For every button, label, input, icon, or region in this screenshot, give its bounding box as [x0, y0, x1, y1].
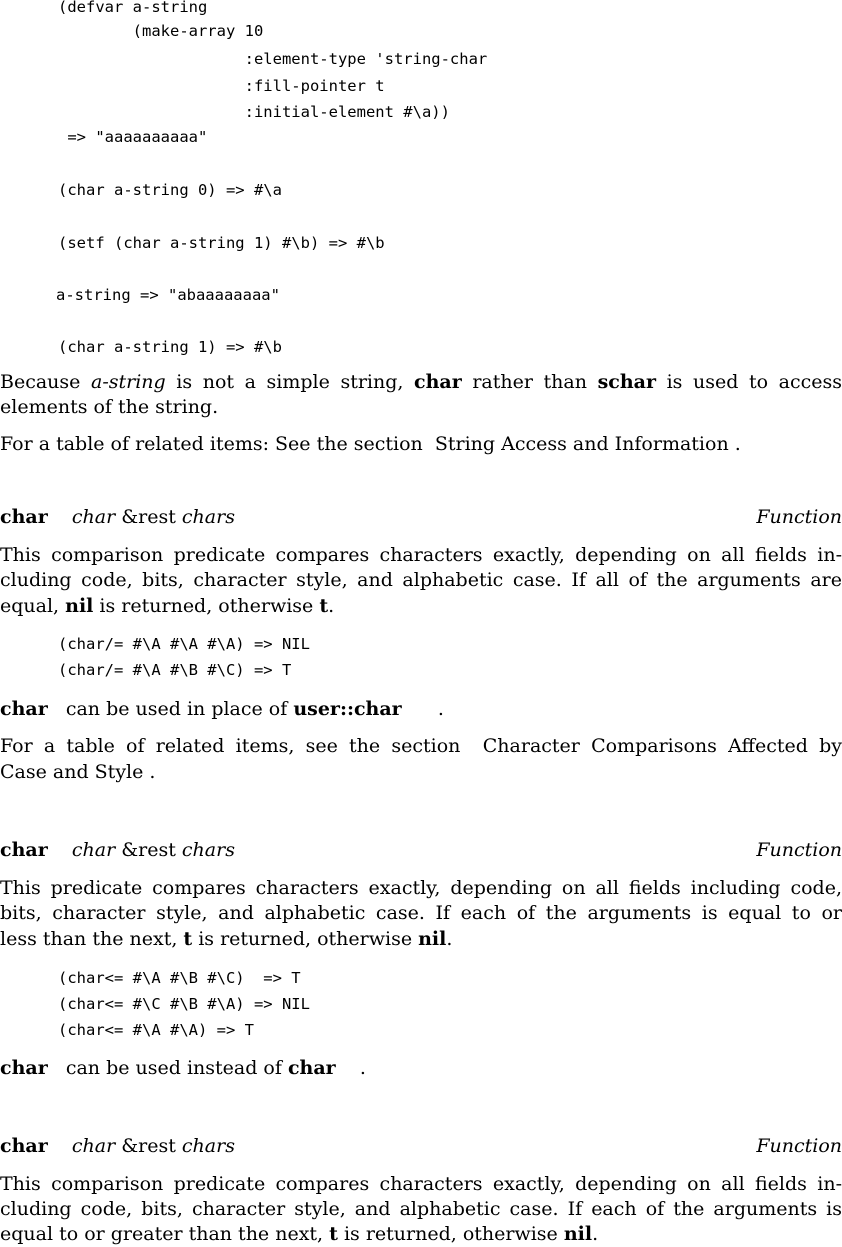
- entry-type: Function: [756, 506, 842, 528]
- code-line: (char/= #\A #\A #\A) => NIL: [58, 635, 310, 653]
- description: This comparison predicate compares characters exactly, depending on all fields in-: [0, 1173, 842, 1195]
- code-line: (make-array 10: [58, 22, 264, 40]
- code-line: (char<= #\A #\B #\C) => T: [58, 969, 301, 987]
- code-line: :fill-pointer t: [58, 77, 385, 95]
- code-line: (char/= #\A #\B #\C) => T: [58, 661, 292, 679]
- description: cluding code, bits, character style, and alphabetic case. If all of the arguments are: [0, 569, 842, 591]
- description: This comparison predicate compares characters exactly, depending on all fields in-: [0, 544, 842, 566]
- related-items-text: Case and Style .: [0, 761, 156, 783]
- related-items-text: For a table of related items, see the section Character Comparisons Affected by: [0, 735, 842, 757]
- lambda-keyword: &rest: [121, 506, 176, 528]
- description: bits, character style, and alphabetic case. If each of the arguments is equal to or: [0, 902, 842, 924]
- code-line: :element-type 'string-char: [58, 50, 488, 68]
- code-line: (char a-string 0) => #\a: [58, 181, 282, 199]
- function-name: char: [0, 1135, 48, 1157]
- entry-type: Function: [756, 839, 842, 861]
- function-name: char: [0, 839, 48, 861]
- function-heading: [0, 504, 842, 530]
- argument: char: [71, 506, 116, 528]
- entry-type: Function: [756, 1135, 842, 1157]
- function-name: char: [0, 506, 48, 528]
- lambda-keyword: &rest: [121, 1135, 176, 1157]
- function-heading: [0, 837, 842, 863]
- function-heading: [0, 1133, 842, 1159]
- code-line: (char a-string 1) => #\b: [58, 338, 282, 356]
- paragraph: Because a-string is not a simple string, char rather than schar is used to access: [0, 371, 842, 393]
- argument: chars: [181, 1135, 235, 1157]
- code-line: (char<= #\C #\B #\A) => NIL: [58, 995, 310, 1013]
- code-line: :initial-element #\a)): [58, 103, 450, 121]
- description: cluding code, bits, character style, and alphabetic case. If each of the arguments is: [0, 1198, 842, 1220]
- code-line: (setf (char a-string 1) #\b) => #\b: [58, 234, 385, 252]
- code-line: => "aaaaaaaaaa": [58, 128, 208, 146]
- argument: char: [71, 839, 116, 861]
- description: equal, nil is returned, otherwise t.: [0, 595, 335, 617]
- code-line: a-string => "abaaaaaaaa": [56, 286, 280, 304]
- argument: chars: [181, 506, 235, 528]
- code-line: (defvar a-string: [58, 0, 208, 16]
- code-line: (char<= #\A #\A) => T: [58, 1021, 254, 1039]
- usage-note: char can be used instead of char .: [0, 1057, 366, 1079]
- related-items-text: For a table of related items: See the section String Access and Information .: [0, 433, 741, 455]
- argument: char: [71, 1135, 116, 1157]
- description: less than the next, t is returned, otherwise nil.: [0, 928, 453, 950]
- argument: chars: [181, 839, 235, 861]
- usage-note: char can be used in place of user::char .: [0, 698, 444, 720]
- description: This predicate compares characters exactly, depending on all fields including code,: [0, 877, 842, 899]
- description: equal to or greater than the next, t is returned, otherwise nil.: [0, 1223, 599, 1245]
- paragraph: elements of the string.: [0, 396, 219, 418]
- lambda-keyword: &rest: [121, 839, 176, 861]
